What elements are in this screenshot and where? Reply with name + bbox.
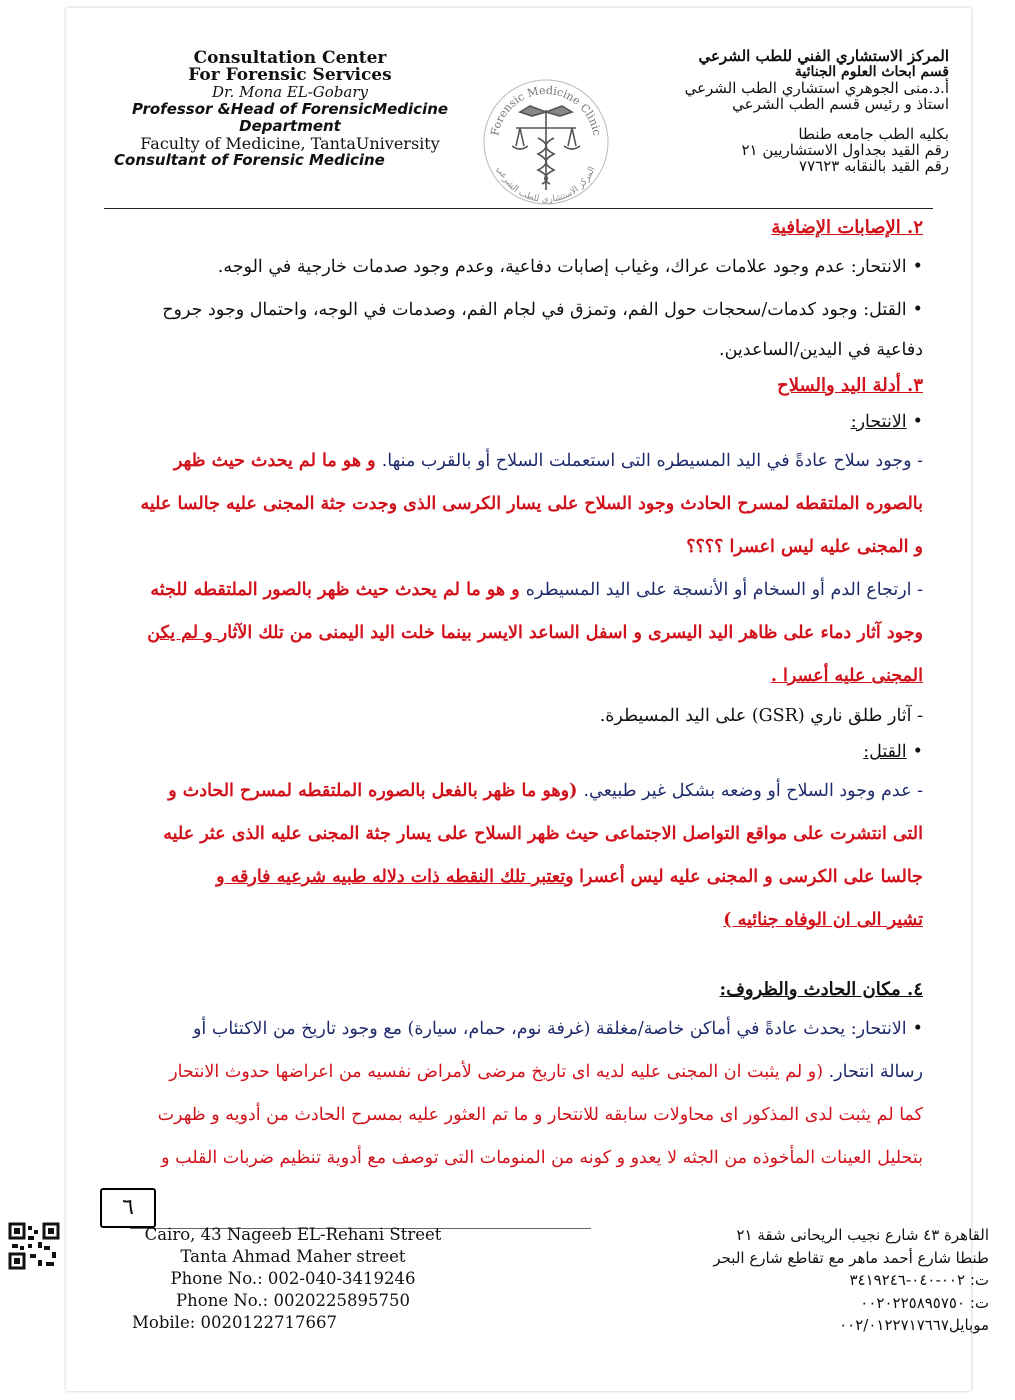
header-divider — [104, 208, 933, 209]
bullet-icon: • — [912, 412, 923, 432]
s3-p4-red1: (وهو ما ظهر بالفعل بالصوره الملتقطه لمسرح الحادث و — [168, 781, 584, 801]
section-2-title: ٢. الإصابات الإضافية — [771, 217, 923, 238]
footer-ar-line5: موبايل٠٠٢/٠١٢٢٧١٧٦٦٧ — [839, 1316, 989, 1334]
footer-ar-line1: القاهرة ٤٣ شارع نجيب الريحانى شقة ٢١ — [736, 1226, 989, 1244]
header-en-line1: Consultation Center — [193, 48, 387, 68]
s2-bullet2a: القتل: وجود كدمات/سحجات حول الفم، وتمزق في لجام الفم، وصدمات في الوجه، واحتمال وجود جروح — [162, 300, 907, 320]
header-ar-line7: رقم القيد بالنقابه ٧٧٦٢٣ — [799, 157, 949, 175]
header-en-line3: Dr. Mona EL-Gobary — [211, 83, 369, 101]
header-en-line5: Department — [239, 117, 341, 135]
footer-en-phone2: Phone No.: 0020225895750 — [176, 1291, 410, 1310]
header-ar-line4: استاذ و رئيس قسم الطب الشرعي — [732, 95, 949, 113]
clinic-logo — [476, 72, 616, 212]
header-ar-line3: أ.د.منى الجوهري استشاري الطب الشرعي — [684, 79, 949, 97]
bullet-icon: • — [912, 742, 923, 762]
section-3-title: ٣. أدلة اليد والسلاح — [777, 375, 923, 396]
header-ar-line2: قسم ابحاث العلوم الجنائية — [794, 64, 949, 80]
s3-p2-red2: وجود آثار دماء على ظاهر اليد اليسرى و اسفل الساعد الايسر بينما خلت اليد اليمنى من تلك الآثار — [218, 623, 923, 643]
s4-b1d: بتحليل العينات المأخوذه من الجثه لا يعدو و كونه من المنومات التى توصف مع أدوية تنظيم ضربات القلب و — [161, 1148, 923, 1168]
s3-homicide-label: القتل: — [863, 742, 907, 762]
s4-b1b-red: (و لم يثبت ان المجنى عليه لديه اى تاريخ مرضى لأمراض نفسيه من اعراضها حدوث الانتحار — [169, 1062, 829, 1082]
s2-bullet1: الانتحار: عدم وجود علامات عراك، وغياب إصابات دفاعية، وعدم وجود صدمات خارجية في الوجه. — [217, 257, 907, 277]
s3-p1-red1: و هو ما لم يحدث حيث ظهر — [173, 451, 382, 471]
s4-b1c: كما لم يثبت لدى المذكور اى محاولات سابقه للانتحار و ما تم العثور عليه بمسرح الحادث من أدويه و ظهرت — [157, 1105, 923, 1125]
header-ar-line5: بكليه الطب جامعه طنطا — [798, 125, 949, 143]
frame-right — [971, 0, 1015, 1400]
footer-ar-line4: ت: ٠٠٢٠٢٢٥٨٩٥٧٥٠ — [860, 1293, 989, 1312]
s3-p2-red2u: و لم يكن — [147, 623, 219, 643]
footer-en-mobile: Mobile: 0020122717667 — [132, 1313, 337, 1332]
header-ar-line6: رقم القيد بجداول الاستشاريين ٢١ — [741, 141, 949, 159]
s4-b1a: الانتحار: يحدث عادةً في أماكن خاصة/مغلقة (غرفة نوم، حمام، سيارة) مع وجود تاريخ من الاكتئاب أو — [192, 1019, 907, 1039]
bullet-icon: • — [912, 1019, 923, 1039]
s2-bullet2b: دفاعية في اليدين/الساعدين. — [719, 340, 923, 360]
s3-p4-blue: - عدم وجود السلاح أو وضعه بشكل غير طبيعي. — [583, 781, 923, 801]
header-english — [104, 50, 476, 169]
frame-left — [0, 0, 64, 1400]
bullet-icon: • — [912, 257, 923, 277]
header-en-line7: Consultant of Forensic Medicine — [114, 151, 385, 169]
qr-code-icon — [8, 1222, 60, 1270]
s3-p3: - آثار طلق ناري (GSR) على اليد المسيطرة. — [599, 706, 923, 726]
header-arabic — [619, 48, 949, 174]
footer-en-address1: Cairo, 43 Nageeb EL-Rehani Street — [144, 1225, 442, 1244]
footer-ar-line2: طنطا شارع أحمد ماهر مع تقاطع شارع البحر — [713, 1248, 989, 1267]
s4-b1b-black: رسالة انتحار. — [828, 1062, 923, 1082]
s3-p1-blue: - وجود سلاح عادةً في اليد المسيطره التى استعملت السلاح أو بالقرب منها. — [381, 451, 923, 471]
report-body — [118, 210, 923, 1180]
header-ar-line1: المركز الاستشاري الفني للطب الشرعي — [698, 47, 949, 65]
s3-p2-blue: - ارتجاع الدم أو السخام أو الأنسجة على اليد المسيطره — [525, 580, 923, 600]
s3-p4-red2: التى انتشرت على مواقع التواصل الاجتماعى حيث ظهر السلاح على يسار جثة المجنى عليه الذى عثر عليه — [163, 824, 923, 844]
footer-en-address2: Tanta Ahmad Maher street — [180, 1247, 406, 1266]
s3-p4-red4: تشير الى ان الوفاه جنائيه ) — [723, 910, 923, 930]
s3-p4-red3b: وتعتبر تلك النقطه ذات دلاله طبيه شرعيه فارقه و — [216, 867, 574, 887]
footer-ar-line3: ت: ٠٠٢-٠٤٠-٣٤١٩٢٤٦ — [849, 1271, 989, 1289]
bullet-icon: • — [912, 300, 923, 320]
s3-suicide-label: الانتحار: — [850, 412, 907, 432]
s3-p4-red3a: جالسا على الكرسى و المجنى عليه ليس أعسرا — [579, 867, 923, 887]
header-en-line4: Professor &Head of ForensicMedicine — [131, 100, 449, 118]
s3-p2-red1: و هو ما لم يحدث حيث ظهر بالصور الملتقطه للجثه — [150, 580, 526, 600]
header-en-line6: Faculty of Medicine, TantaUniversity — [140, 134, 440, 153]
document-page — [66, 8, 971, 1391]
logo-ring-bottom: المركز الاستشاري للطب الشرعي — [494, 165, 598, 206]
footer-en-phone1: Phone No.: 002-040-3419246 — [170, 1269, 416, 1288]
section-4-title: ٤. مكان الحادث والظروف: — [719, 979, 923, 1000]
s3-p1-red3: و المجنى عليه ليس اعسرا ؟؟؟؟ — [686, 537, 923, 557]
s3-p2-red3: المجنى عليه أعسرا . — [770, 666, 923, 686]
header-en-line2: For Forensic Services — [188, 65, 392, 85]
page-number: ٦ — [100, 1188, 156, 1228]
logo-ring-top: Forensic Medicine Clinic — [488, 83, 604, 137]
s3-p1-red2: بالصوره الملتقطه لمسرح الحادث وجود السلاح على يسار الكرسى الذى وجدت جثة المجنى عليه جالسا عليه — [140, 494, 923, 514]
footer-english — [132, 1224, 448, 1334]
footer-arabic — [669, 1224, 989, 1337]
